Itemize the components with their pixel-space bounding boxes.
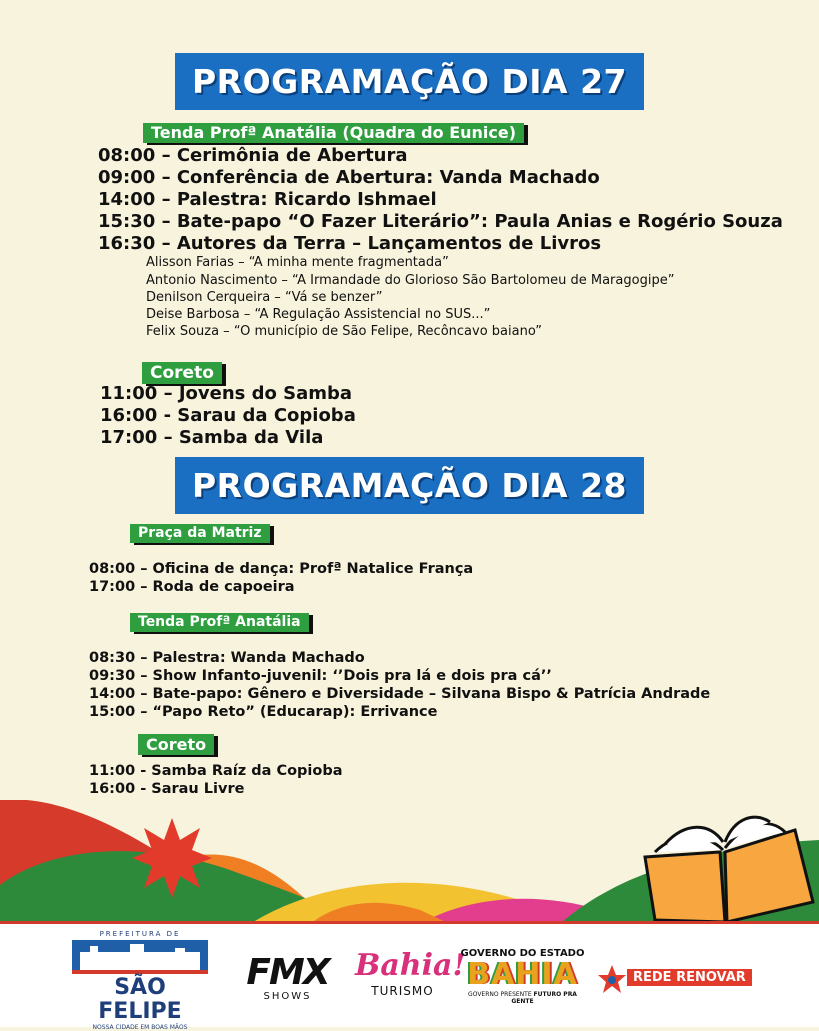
bahia-name: Bahia!: [355, 948, 466, 983]
gov-sub1: GOVERNO PRESENTE: [468, 991, 532, 998]
sao-felipe-slogan: NOSSA CIDADE EM BOAS MÃOS: [92, 1024, 188, 1031]
schedule-item: 17:00 – Roda de capoeira: [89, 579, 295, 595]
author-item: Denilson Cerqueira – “Vá se benzer”: [146, 290, 383, 305]
schedule-item: 17:00 – Samba da Vila: [100, 427, 324, 448]
schedule-item: 09:30 – Show Infanto-juvenil: ‘’Dois pra lá e dois pra cá’’: [89, 668, 552, 684]
bahia-turismo-logo: [355, 948, 466, 1010]
schedule-item: 15:00 – “Papo Reto” (Educarap): Errivance: [89, 704, 438, 720]
author-item: Alisson Farias – “A minha mente fragmentada”: [146, 255, 449, 270]
gov-top: GOVERNO DO ESTADO: [460, 948, 585, 959]
rede-name: REDE RENOVAR: [627, 969, 752, 986]
starburst-icon: [130, 816, 214, 900]
schedule-item: 16:00 - Sarau Livre: [89, 781, 245, 797]
day28-coreto-tag: Coreto: [138, 734, 214, 755]
schedule-item: 16:30 – Autores da Terra – Lançamentos de Livros: [98, 233, 602, 254]
day27-banner: PROGRAMAÇÃO DIA 27: [175, 53, 644, 110]
fmx-sub: SHOWS: [263, 991, 312, 1002]
gov-slogan: [460, 991, 585, 1005]
day28-banner: PROGRAMAÇÃO DIA 28: [175, 457, 644, 514]
rede-renovar-logo: [597, 964, 762, 994]
author-item: Antonio Nascimento – “A Irmandade do Glorioso São Bartolomeu de Maragogipe”: [146, 273, 675, 288]
open-book-icon: [635, 812, 815, 922]
fmx-name: FMX: [246, 952, 329, 993]
gov-sub2: FUTURO PRA GENTE: [511, 991, 577, 1005]
day28-tenda-tag: Tenda Profª Anatália: [130, 613, 309, 632]
schedule-item: 14:00 – Bate-papo: Gênero e Diversidade – Silvana Bispo & Patrícia Andrade: [89, 686, 711, 702]
author-item: Felix Souza – “O município de São Felipe, Recôncavo baiano”: [146, 324, 543, 339]
schedule-item: 08:30 – Palestra: Wanda Machado: [89, 650, 365, 666]
schedule-item: 08:00 – Oficina de dança: Profª Natalice França: [89, 561, 474, 577]
bahia-sub: TURISMO: [371, 984, 434, 998]
sao-felipe-logo: [70, 930, 210, 1031]
schedule-item: 16:00 - Sarau da Copioba: [100, 405, 356, 426]
day28-praca-tag: Praça da Matriz: [130, 524, 270, 543]
city-skyline-icon: [70, 938, 210, 976]
schedule-item: 15:30 – Bate-papo “O Fazer Literário”: Paula Anias e Rogério Souza: [98, 211, 783, 232]
governo-bahia-logo: [460, 948, 585, 1010]
fmx-logo: [235, 952, 340, 1005]
schedule-item: 09:00 – Conferência de Abertura: Vanda Machado: [98, 167, 600, 188]
schedule-item: 14:00 – Palestra: Ricardo Ishmael: [98, 189, 437, 210]
gov-name: BAHIA: [467, 957, 578, 992]
schedule-item: 11:00 – Jovens do Samba: [100, 383, 353, 404]
author-item: Deise Barbosa – “A Regulação Assistencial no SUS...”: [146, 307, 491, 322]
sao-felipe-name: SÃO FELIPE: [98, 975, 182, 1024]
sao-felipe-top-text: PREFEITURA DE: [99, 930, 181, 938]
schedule-item: 08:00 – Cerimônia de Abertura: [98, 145, 408, 166]
day27-coreto-tag: Coreto: [142, 362, 222, 384]
schedule-item: 11:00 - Samba Raíz da Copioba: [89, 763, 343, 779]
star-icon: [597, 964, 627, 994]
day27-tenda-tag: Tenda Profª Anatália (Quadra do Eunice): [143, 123, 524, 143]
